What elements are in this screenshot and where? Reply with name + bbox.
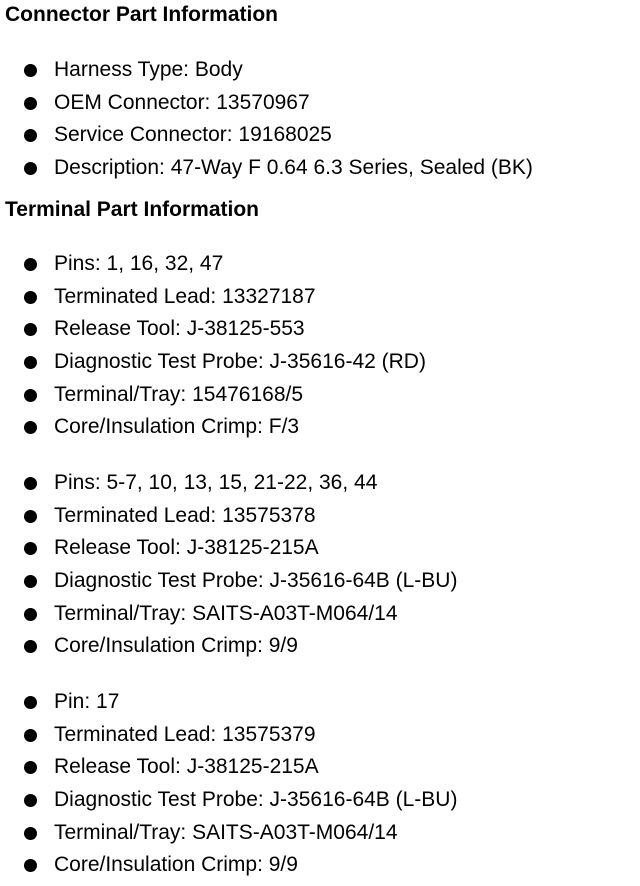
list-item-text: Terminated Lead: 13327187 [54, 284, 316, 308]
list-item-text: Pins: 1, 16, 32, 47 [54, 252, 224, 275]
bullet-icon [24, 510, 37, 523]
list-item-text: Diagnostic Test Probe: J-35616-64B (L-BU) [54, 569, 458, 593]
bullet-icon [24, 696, 37, 709]
bullet-icon [24, 859, 37, 872]
list-item-text: Terminated Lead: 13575378 [54, 503, 316, 527]
bullet-icon [24, 64, 37, 77]
list-item-text: Description: 47-Way F 0.64 6.3 Series, Sealed (BK) [54, 156, 533, 180]
bullet-icon [24, 129, 37, 142]
list-item-text: Release Tool: J-38125-215A [54, 536, 319, 560]
connector-part-info-heading: Connector Part Information [5, 3, 279, 26]
terminal-part-info-heading: Terminal Part Information [5, 198, 259, 221]
list-item-text: Terminal/Tray: 15476168/5 [54, 382, 304, 406]
list-item-text: Diagnostic Test Probe: J-35616-64B (L-BU) [54, 788, 458, 812]
bullet-icon [24, 477, 37, 490]
list-item-text: Pins: 5-7, 10, 13, 15, 21-22, 36, 44 [54, 471, 378, 494]
list-item-text: Terminal/Tray: SAITS-A03T-M064/14 [54, 820, 398, 844]
bullet-icon [24, 291, 37, 304]
list-item-text: OEM Connector: 13570967 [54, 90, 310, 114]
list-item-text: Core/Insulation Crimp: 9/9 [54, 634, 298, 658]
bullet-icon [24, 258, 37, 271]
bullet-icon [24, 761, 37, 774]
bullet-icon [24, 729, 37, 742]
bullet-icon [24, 542, 37, 555]
bullet-icon [24, 421, 37, 434]
bullet-icon [24, 575, 37, 588]
list-item-text: Release Tool: J-38125-215A [54, 755, 319, 779]
bullet-icon [24, 97, 37, 110]
list-item-text: Terminated Lead: 13575379 [54, 722, 316, 746]
bullet-icon [24, 356, 37, 369]
bullet-icon [24, 389, 37, 402]
bullet-icon [24, 827, 37, 840]
list-item-text: Diagnostic Test Probe: J-35616-42 (RD) [54, 350, 426, 374]
list-item-text: Core/Insulation Crimp: 9/9 [54, 853, 298, 877]
list-item-text: Release Tool: J-38125-553 [54, 317, 305, 341]
bullet-icon [24, 794, 37, 807]
list-item-text: Core/Insulation Crimp: F/3 [54, 415, 300, 439]
list-item-text: Service Connector: 19168025 [54, 123, 332, 147]
bullet-icon [24, 162, 37, 175]
bullet-icon [24, 608, 37, 621]
bullet-icon [24, 323, 37, 336]
list-item-text: Terminal/Tray: SAITS-A03T-M064/14 [54, 601, 398, 625]
list-item-text: Pin: 17 [54, 690, 120, 713]
list-item-text: Harness Type: Body [54, 58, 243, 81]
bullet-icon [24, 640, 37, 653]
